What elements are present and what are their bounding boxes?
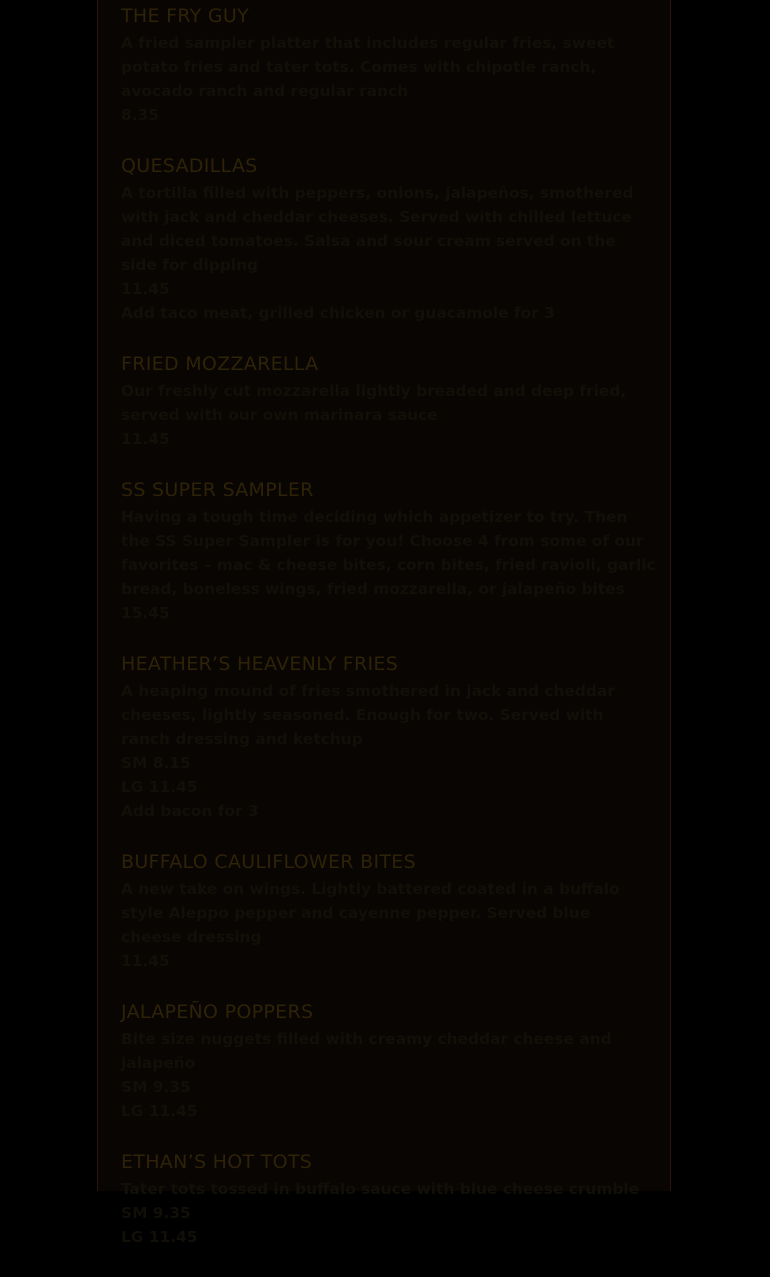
menu-item [121, 353, 656, 451]
item-price: 11.45 [121, 430, 170, 448]
item-price-small: SM 9.35 [121, 1204, 191, 1222]
menu-list [121, 5, 656, 1277]
item-description: A tortilla filled with peppers, onions, jalapeños, smothered with jack and cheddar cheeses. Served with chilled lettuce and diced tomatoes. Salsa and sour cream served on the side for dipping [121, 184, 634, 274]
item-title: ETHAN’S HOT TOTS [121, 1151, 313, 1173]
item-price-large: LG 11.45 [121, 1102, 198, 1120]
item-add-on: Add taco meat, grilled chicken or guacamole for 3 [121, 304, 555, 322]
item-price-small: SM 9.35 [121, 1078, 191, 1096]
item-description: A new take on wings. Lightly battered coated in a buffalo style Aleppo pepper and cayenne pepper. Served blue cheese dressing [121, 880, 620, 946]
item-title: SS SUPER SAMPLER [121, 479, 314, 501]
item-price: 11.45 [121, 280, 170, 298]
menu-item [121, 155, 656, 325]
item-price: 11.45 [121, 952, 170, 970]
item-description: Tater tots tossed in buffalo sauce with blue cheese crumble [121, 1180, 640, 1198]
item-description: Having a tough time deciding which appetizer to try. Then the SS Super Sampler is for you! Choose 4 from some of our favorites – mac & cheese bites, corn bites, fried ravioli, garlic bread, boneless wings, fried mozzarella, or jalapeño bites [121, 508, 656, 598]
item-description: Bite size nuggets filled with creamy cheddar cheese and jalapeño [121, 1030, 612, 1072]
menu-item [121, 5, 656, 127]
menu-item [121, 479, 656, 625]
menu-panel [97, 0, 671, 1246]
item-title: THE FRY GUY [121, 5, 250, 27]
menu-item [121, 653, 656, 823]
item-title: QUESADILLAS [121, 155, 258, 177]
item-description: A fried sampler platter that includes regular fries, sweet potato fries and tater tots. Comes with chipotle ranch, avocado ranch and regular ranch [121, 34, 615, 100]
item-add-on: Add bacon for 3 [121, 802, 259, 820]
item-title: JALAPEÑO POPPERS [121, 1001, 314, 1023]
item-description: A heaping mound of fries smothered in jack and cheddar cheeses, lightly seasoned. Enough for two. Served with ranch dressing and ketchup [121, 682, 615, 748]
menu-item [121, 1151, 656, 1249]
item-description: Our freshly cut mozzarella lightly breaded and deep fried, served with our own marinara sauce [121, 382, 627, 424]
item-price-large: LG 11.45 [121, 778, 198, 796]
item-price: 8.35 [121, 106, 159, 124]
item-title: FRIED MOZZARELLA [121, 353, 319, 375]
item-title: HEATHER’S HEAVENLY FRIES [121, 653, 399, 675]
item-title: BUFFALO CAULIFLOWER BITES [121, 851, 416, 873]
item-price-small: SM 8.15 [121, 754, 191, 772]
menu-item [121, 1001, 656, 1123]
menu-item [121, 851, 656, 973]
item-price-large: LG 11.45 [121, 1228, 198, 1246]
item-price: 15.45 [121, 604, 170, 622]
